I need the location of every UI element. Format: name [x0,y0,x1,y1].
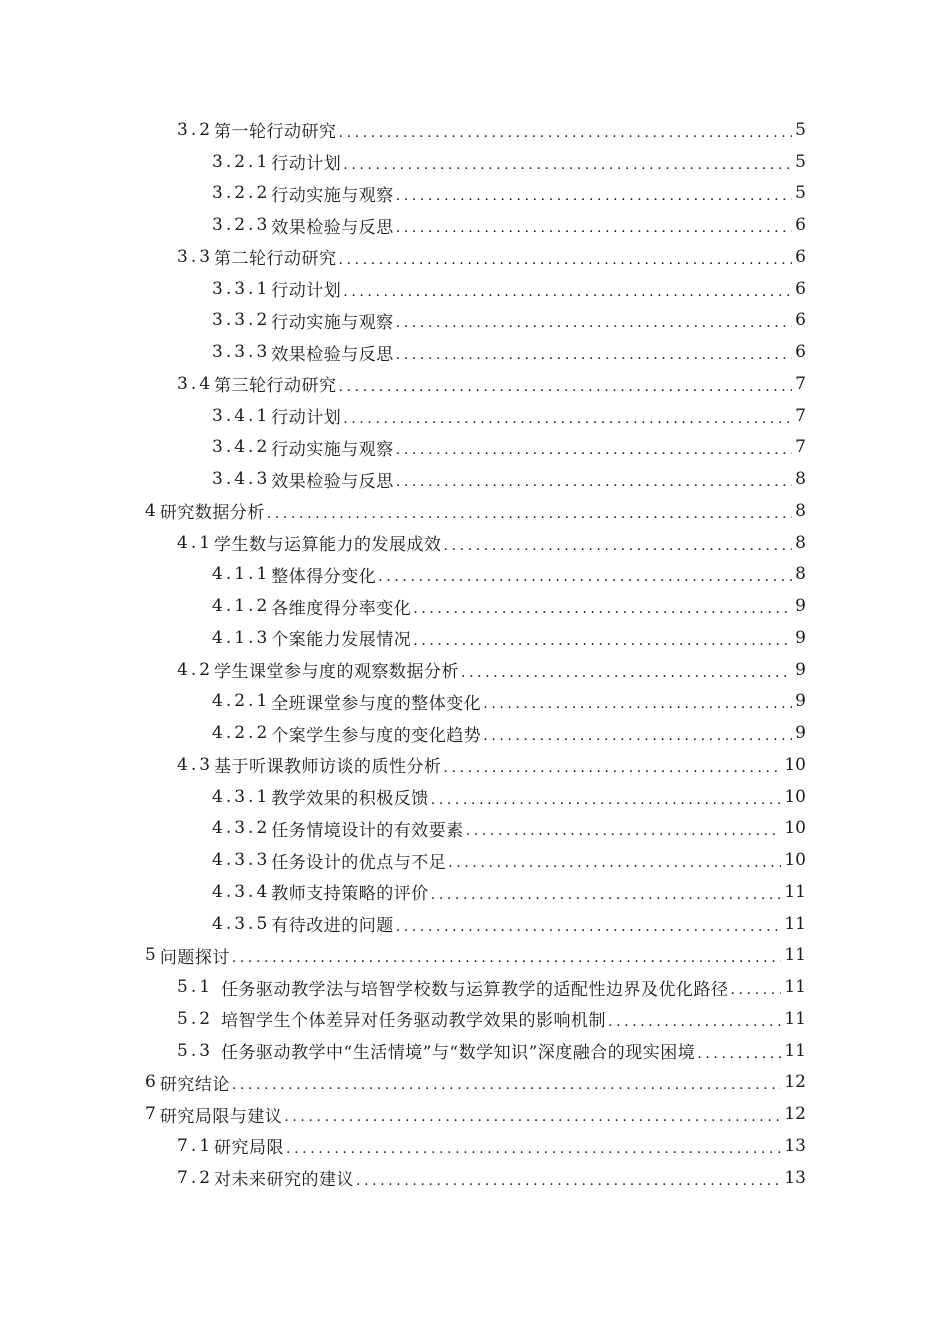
toc-entry[interactable] [0,559,950,591]
toc-entry-title: 学生课堂参与度的观察数据分析 [214,662,460,683]
toc-dot-leader [343,285,792,299]
toc-entry-title: 第三轮行动研究 [214,376,337,397]
toc-entry-title: 行动实施与观察 [271,439,394,460]
toc-dot-leader [731,983,782,997]
toc-entry-title: 培智学生个体差异对任务驱动教学效果的影响机制 [221,1011,607,1032]
toc-entry-number: 3.3.2 [212,310,271,331]
toc-entry-page-number: 11 [784,977,806,998]
toc-dot-leader [339,126,793,140]
toc-dot-leader [232,1078,782,1092]
toc-entry-number: 4.2.2 [212,723,271,744]
toc-entry-page-number: 5 [795,119,806,140]
toc-entry[interactable] [0,527,950,559]
toc-entry-title: 效果检验与反思 [271,217,394,238]
toc-entry-number: 4.2.1 [212,691,271,712]
toc-entry-title: 个案学生参与度的变化趋势 [271,725,482,746]
toc-entry[interactable] [0,209,950,241]
toc-entry-number: 4.1.2 [212,596,271,617]
toc-entry-number: 3.3.1 [212,278,271,299]
toc-entry-page-number: 10 [784,850,806,871]
toc-dot-leader [343,158,792,172]
toc-entry-page-number: 9 [795,723,806,744]
toc-entry-number: 3.4.3 [212,469,271,490]
toc-entry-page-number: 13 [784,1135,806,1156]
toc-entry[interactable] [0,1035,950,1067]
toc-entry-page-number: 13 [784,1167,806,1188]
toc-entry[interactable] [0,273,950,305]
toc-entry[interactable] [0,971,950,1003]
toc-entry[interactable] [0,908,950,940]
toc-entry[interactable] [0,368,950,400]
toc-entry-number: 3.2.3 [212,215,271,236]
toc-dot-leader [232,951,782,965]
toc-entry-page-number: 11 [784,945,806,966]
toc-entry-title: 整体得分变化 [271,566,377,587]
toc-entry-title: 教师支持策略的评价 [271,884,429,905]
toc-entry-page-number: 8 [795,564,806,585]
toc-dot-leader [286,1142,781,1156]
toc-entry-title: 行动计划 [271,408,342,429]
toc-entry[interactable] [0,781,950,813]
toc-entry-number: 3.3 [177,246,214,267]
toc-entry-page-number: 6 [795,215,806,236]
toc-entry[interactable] [0,1162,950,1194]
toc-entry-number: 4.3.4 [212,881,271,902]
toc-entry[interactable] [0,114,950,146]
toc-entry-title: 教学效果的积极反馈 [271,789,429,810]
toc-entry-page-number: 11 [784,1040,806,1061]
toc-entry-page-number: 8 [795,500,806,521]
toc-entry-page-number: 10 [784,818,806,839]
toc-entry[interactable] [0,940,950,972]
toc-entry-title: 效果检验与反思 [271,471,394,492]
toc-dot-leader [396,920,782,934]
toc-entry-number: 7.2 [177,1167,214,1188]
toc-dot-leader [608,1015,781,1029]
toc-entry-number: 4.3 [177,754,214,775]
toc-dot-leader [444,761,782,775]
toc-entry-number: 3.4 [177,373,214,394]
toc-dot-leader [413,602,792,616]
table-of-contents [0,114,950,1194]
toc-entry[interactable] [0,844,950,876]
toc-entry-title: 行动计划 [271,281,342,302]
toc-entry-number: 3.2.2 [212,183,271,204]
toc-entry-title: 对未来研究的建议 [214,1170,355,1191]
toc-entry[interactable] [0,241,950,273]
toc-entry-number: 3.3.3 [212,342,271,363]
toc-entry-title: 任务情境设计的有效要素 [271,820,464,841]
toc-entry-title: 第一轮行动研究 [214,122,337,143]
toc-entry-title: 行动实施与观察 [271,185,394,206]
toc-dot-leader [356,1174,781,1188]
toc-dot-leader [396,348,792,362]
toc-entry-page-number: 12 [784,1072,806,1093]
toc-entry-number: 4.3.2 [212,818,271,839]
toc-dot-leader [444,539,793,553]
toc-dot-leader [284,1110,781,1124]
toc-dot-leader [483,697,792,711]
toc-entry[interactable] [0,336,950,368]
toc-entry-title: 第二轮行动研究 [214,249,337,270]
toc-dot-leader [697,1047,781,1061]
toc-entry-title: 基于听课教师访谈的质性分析 [214,757,442,778]
toc-entry-title: 有待改进的问题 [271,916,394,937]
toc-entry[interactable] [0,654,950,686]
toc-entry-page-number: 8 [795,469,806,490]
toc-dot-leader [378,570,792,584]
toc-entry[interactable] [0,622,950,654]
toc-entry[interactable] [0,1098,950,1130]
toc-entry-number: 4.3.5 [212,913,271,934]
toc-entry-number: 4.1.3 [212,627,271,648]
toc-entry[interactable] [0,876,950,908]
toc-entry-number: 4.1.1 [212,564,271,585]
toc-entry-page-number: 11 [784,881,806,902]
toc-entry-number: 4.3.1 [212,786,271,807]
toc-entry[interactable] [0,813,950,845]
toc-entry-title: 任务驱动教学法与培智学校数与运算教学的适配性边界及优化路径 [221,979,729,1000]
toc-dot-leader [448,856,781,870]
toc-entry-title: 问题探讨 [159,947,230,968]
toc-entry-number: 6 [145,1072,159,1093]
toc-entry[interactable] [0,749,950,781]
toc-dot-leader [339,380,793,394]
toc-entry-page-number: 7 [795,373,806,394]
toc-entry-number: 5 [145,945,159,966]
toc-dot-leader [339,253,793,267]
toc-dot-leader [431,793,782,807]
toc-entry-page-number: 6 [795,278,806,299]
toc-entry-page-number: 8 [795,532,806,553]
toc-entry-number: 3.4.2 [212,437,271,458]
toc-entry-title: 研究数据分析 [159,503,265,524]
toc-entry-number: 5.3 [177,1040,214,1061]
toc-entry-title: 个案能力发展情况 [271,630,412,651]
toc-entry[interactable] [0,432,950,464]
toc-entry-page-number: 6 [795,246,806,267]
toc-dot-leader [431,888,782,902]
toc-entry-page-number: 11 [784,1008,806,1029]
toc-dot-leader [396,189,792,203]
toc-entry-number: 5.1 [177,977,214,998]
toc-entry[interactable] [0,1067,950,1099]
toc-entry-page-number: 6 [795,310,806,331]
toc-entry-number: 3.2.1 [212,151,271,172]
toc-entry-page-number: 5 [795,151,806,172]
toc-entry-number: 4.3.3 [212,850,271,871]
toc-dot-leader [396,316,792,330]
toc-entry-page-number: 9 [795,596,806,617]
toc-entry-number: 7 [145,1104,159,1125]
toc-entry-title: 任务设计的优点与不足 [271,852,447,873]
toc-entry-number: 4 [145,500,159,521]
toc-entry-page-number: 9 [795,691,806,712]
toc-dot-leader [396,475,792,489]
toc-entry[interactable] [0,305,950,337]
toc-entry-page-number: 9 [795,659,806,680]
toc-entry[interactable] [0,1003,950,1035]
toc-entry[interactable] [0,400,950,432]
toc-dot-leader [466,824,782,838]
toc-entry-page-number: 12 [784,1104,806,1125]
toc-entry-title: 行动计划 [271,154,342,175]
toc-entry[interactable] [0,463,950,495]
toc-dot-leader [396,443,792,457]
toc-entry-page-number: 5 [795,183,806,204]
toc-dot-leader [413,634,792,648]
toc-entry-page-number: 11 [784,913,806,934]
toc-entry-title: 全班课堂参与度的整体变化 [271,693,482,714]
toc-dot-leader [483,729,792,743]
toc-entry[interactable] [0,717,950,749]
toc-dot-leader [461,666,792,680]
toc-dot-leader [396,221,792,235]
toc-entry[interactable] [0,1130,950,1162]
toc-entry[interactable] [0,178,950,210]
toc-entry[interactable] [0,590,950,622]
toc-entry-title: 研究结论 [159,1074,230,1095]
toc-entry-number: 3.2 [177,119,214,140]
toc-entry-page-number: 10 [784,786,806,807]
toc-entry-page-number: 10 [784,754,806,775]
toc-entry-number: 4.2 [177,659,214,680]
toc-entry-page-number: 7 [795,405,806,426]
toc-entry-title: 各维度得分率变化 [271,598,412,619]
toc-entry-page-number: 6 [795,342,806,363]
toc-dot-leader [343,412,792,426]
toc-entry-number: 3.4.1 [212,405,271,426]
toc-entry-page-number: 9 [795,627,806,648]
toc-entry[interactable] [0,686,950,718]
toc-entry-title: 学生数与运算能力的发展成效 [214,535,442,556]
toc-entry-number: 7.1 [177,1135,214,1156]
toc-entry-page-number: 7 [795,437,806,458]
toc-entry-title: 行动实施与观察 [271,312,394,333]
toc-dot-leader [267,507,792,521]
toc-entry-title: 研究局限 [214,1138,285,1159]
toc-entry-title: 研究局限与建议 [159,1106,283,1127]
toc-entry[interactable] [0,146,950,178]
toc-entry-title: 效果检验与反思 [271,344,394,365]
toc-entry[interactable] [0,495,950,527]
toc-entry-number: 4.1 [177,532,214,553]
toc-entry-title: 任务驱动教学中“生活情境”与“数学知识”深度融合的现实困境 [221,1043,696,1064]
toc-entry-number: 5.2 [177,1008,214,1029]
